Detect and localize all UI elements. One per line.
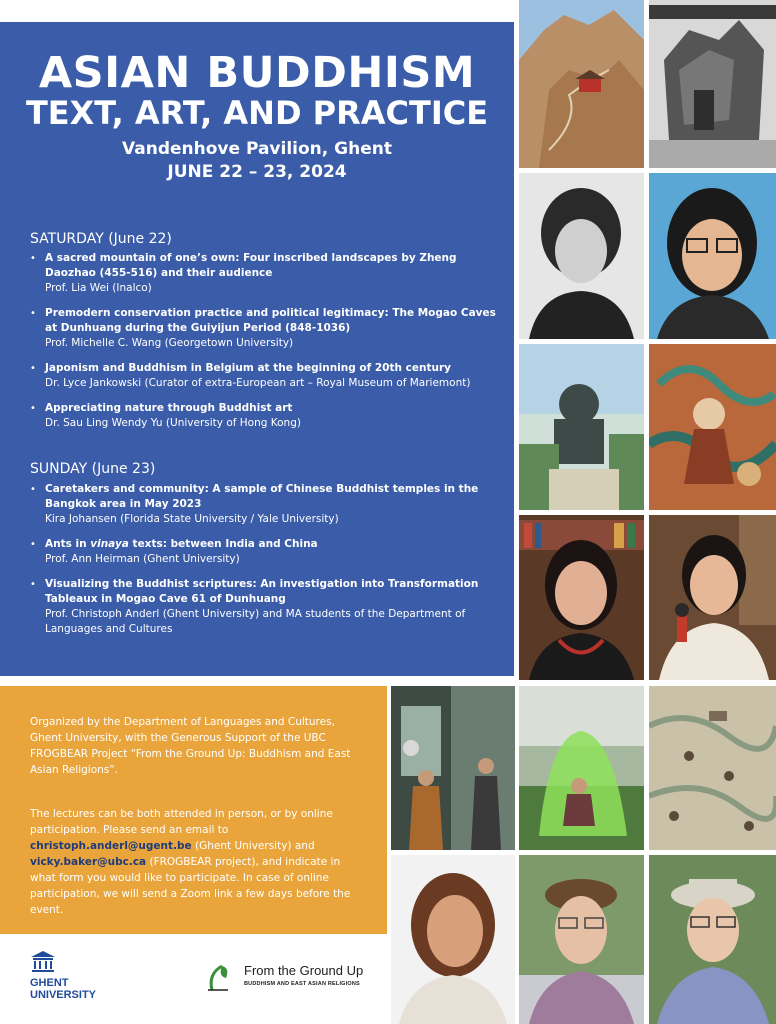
portrait-woman-bw-photo [519, 173, 644, 339]
buddha-statue-print-photo [519, 344, 644, 510]
ghent-logo-line2: UNIVERSITY [30, 989, 97, 1001]
email-link-baker[interactable]: vicky.baker@ubc.ca [30, 856, 147, 868]
ghent-logo-line1: GHENT [30, 977, 69, 989]
talk-item [30, 361, 500, 391]
talk-title: • Premodern conservation practice and political legitimacy: The Mogao Caves at Dunhuang during the Guiyijun Period (848-1036) [45, 307, 496, 334]
saturday-talk-list [30, 251, 500, 431]
fg-logo-title: From the Ground Up [244, 963, 364, 978]
meditation-tent-photo [519, 686, 644, 850]
fg-logo-subtitle: BUDDHISM AND EAST ASIAN RELIGIONS [244, 981, 360, 987]
monk-and-visitors-photo [391, 686, 515, 850]
talk-title: • Japonism and Buddhism in Belgium at the beginning of 20th century [45, 362, 451, 374]
talk-speaker: Kira Johansen (Florida State University / Yale University) [45, 513, 339, 525]
talk-speaker: Dr. Lyce Jankowski (Curator of extra-European art – Royal Museum of Mariemont) [45, 377, 471, 389]
talk-speaker: Prof. Ann Heirman (Ghent University) [45, 553, 240, 565]
sprout-icon [204, 960, 238, 994]
dunhuang-mural-photo [649, 344, 776, 510]
talk-item [30, 251, 500, 296]
portrait-woman-bookshelf-photo [519, 515, 644, 680]
poster-title: ASIAN BUDDHISM [38, 48, 476, 98]
saturday-heading: SATURDAY (June 22) [30, 231, 172, 247]
talk-item [30, 401, 500, 431]
poster-subtitle: TEXT, ART, AND PRACTICE [25, 94, 489, 132]
talk-speaker: Prof. Christoph Anderl (Ghent University) and MA students of the Department of Languages and Cultures [45, 608, 466, 635]
transformation-tableau-photo [649, 686, 776, 850]
talk-title: • Appreciating nature through Buddhist art [45, 402, 293, 414]
ghent-university-logo [30, 950, 100, 1001]
portrait-woman-glasses-photo [649, 173, 776, 339]
organizers-text: Organized by the Department of Languages and Cultures, Ghent University, with the Generous Support of the UBC FROGBEAR Project “From the Ground Up: Buddhism and East Asian Religions”. [30, 716, 351, 776]
event-dates: JUNE 22 – 23, 2024 [167, 162, 347, 182]
talk-item [30, 482, 500, 527]
talk-item [30, 577, 500, 637]
talk-title: • A sacred mountain of one’s own: Four inscribed landscapes by Zheng Daozhao (455-516) and their audience [45, 252, 457, 279]
participation-text-part: (Ghent University) and [191, 840, 315, 852]
talk-title-part: Ants in [45, 538, 91, 550]
portrait-woman-microphone-photo [649, 515, 776, 680]
portrait-young-woman-photo [391, 855, 515, 1024]
talk-speaker: Prof. Michelle C. Wang (Georgetown University) [45, 337, 294, 349]
talk-speaker: Prof. Lia Wei (Inalco) [45, 282, 152, 294]
talk-title-italic: vinaya [90, 538, 129, 550]
talk-item [30, 306, 500, 351]
talk-speaker: Dr. Sau Ling Wendy Yu (University of Hong Kong) [45, 417, 301, 429]
talk-title: • Visualizing the Buddhist scriptures: An investigation into Transformation Tableaux in Mogao Cave 61 of Dunhuang [45, 578, 479, 605]
talk-title [45, 537, 500, 552]
talk-title: • Caretakers and community: A sample of Chinese Buddhist temples in the Bangkok area in May 2023 [45, 483, 479, 510]
mountain-temple-photo [519, 0, 644, 168]
talk-item [30, 537, 500, 567]
broken-stone-stele-photo [649, 0, 776, 168]
portrait-woman-bucket-hat-photo [649, 855, 776, 1024]
ghent-building-icon [30, 950, 56, 974]
email-link-anderl[interactable]: christoph.anderl@ugent.be [30, 840, 192, 852]
info-panel [0, 686, 387, 934]
participation-text-part: (FROGBEAR project), and indicate in what form you would like to participate. In case of online participation, we will send a Zoom link a few days before the event. [30, 856, 351, 916]
sunday-heading: SUNDAY (June 23) [30, 461, 156, 477]
venue: Vandenhove Pavilion, Ghent [122, 139, 392, 159]
portrait-woman-cap-photo [519, 855, 644, 1024]
participation-text [30, 806, 360, 918]
talk-title-part: texts: between India and China [128, 538, 318, 550]
participation-text-part: The lectures can be both attended in person, or by online participation. Please send an email to [30, 808, 333, 836]
sunday-talk-list [30, 482, 500, 637]
